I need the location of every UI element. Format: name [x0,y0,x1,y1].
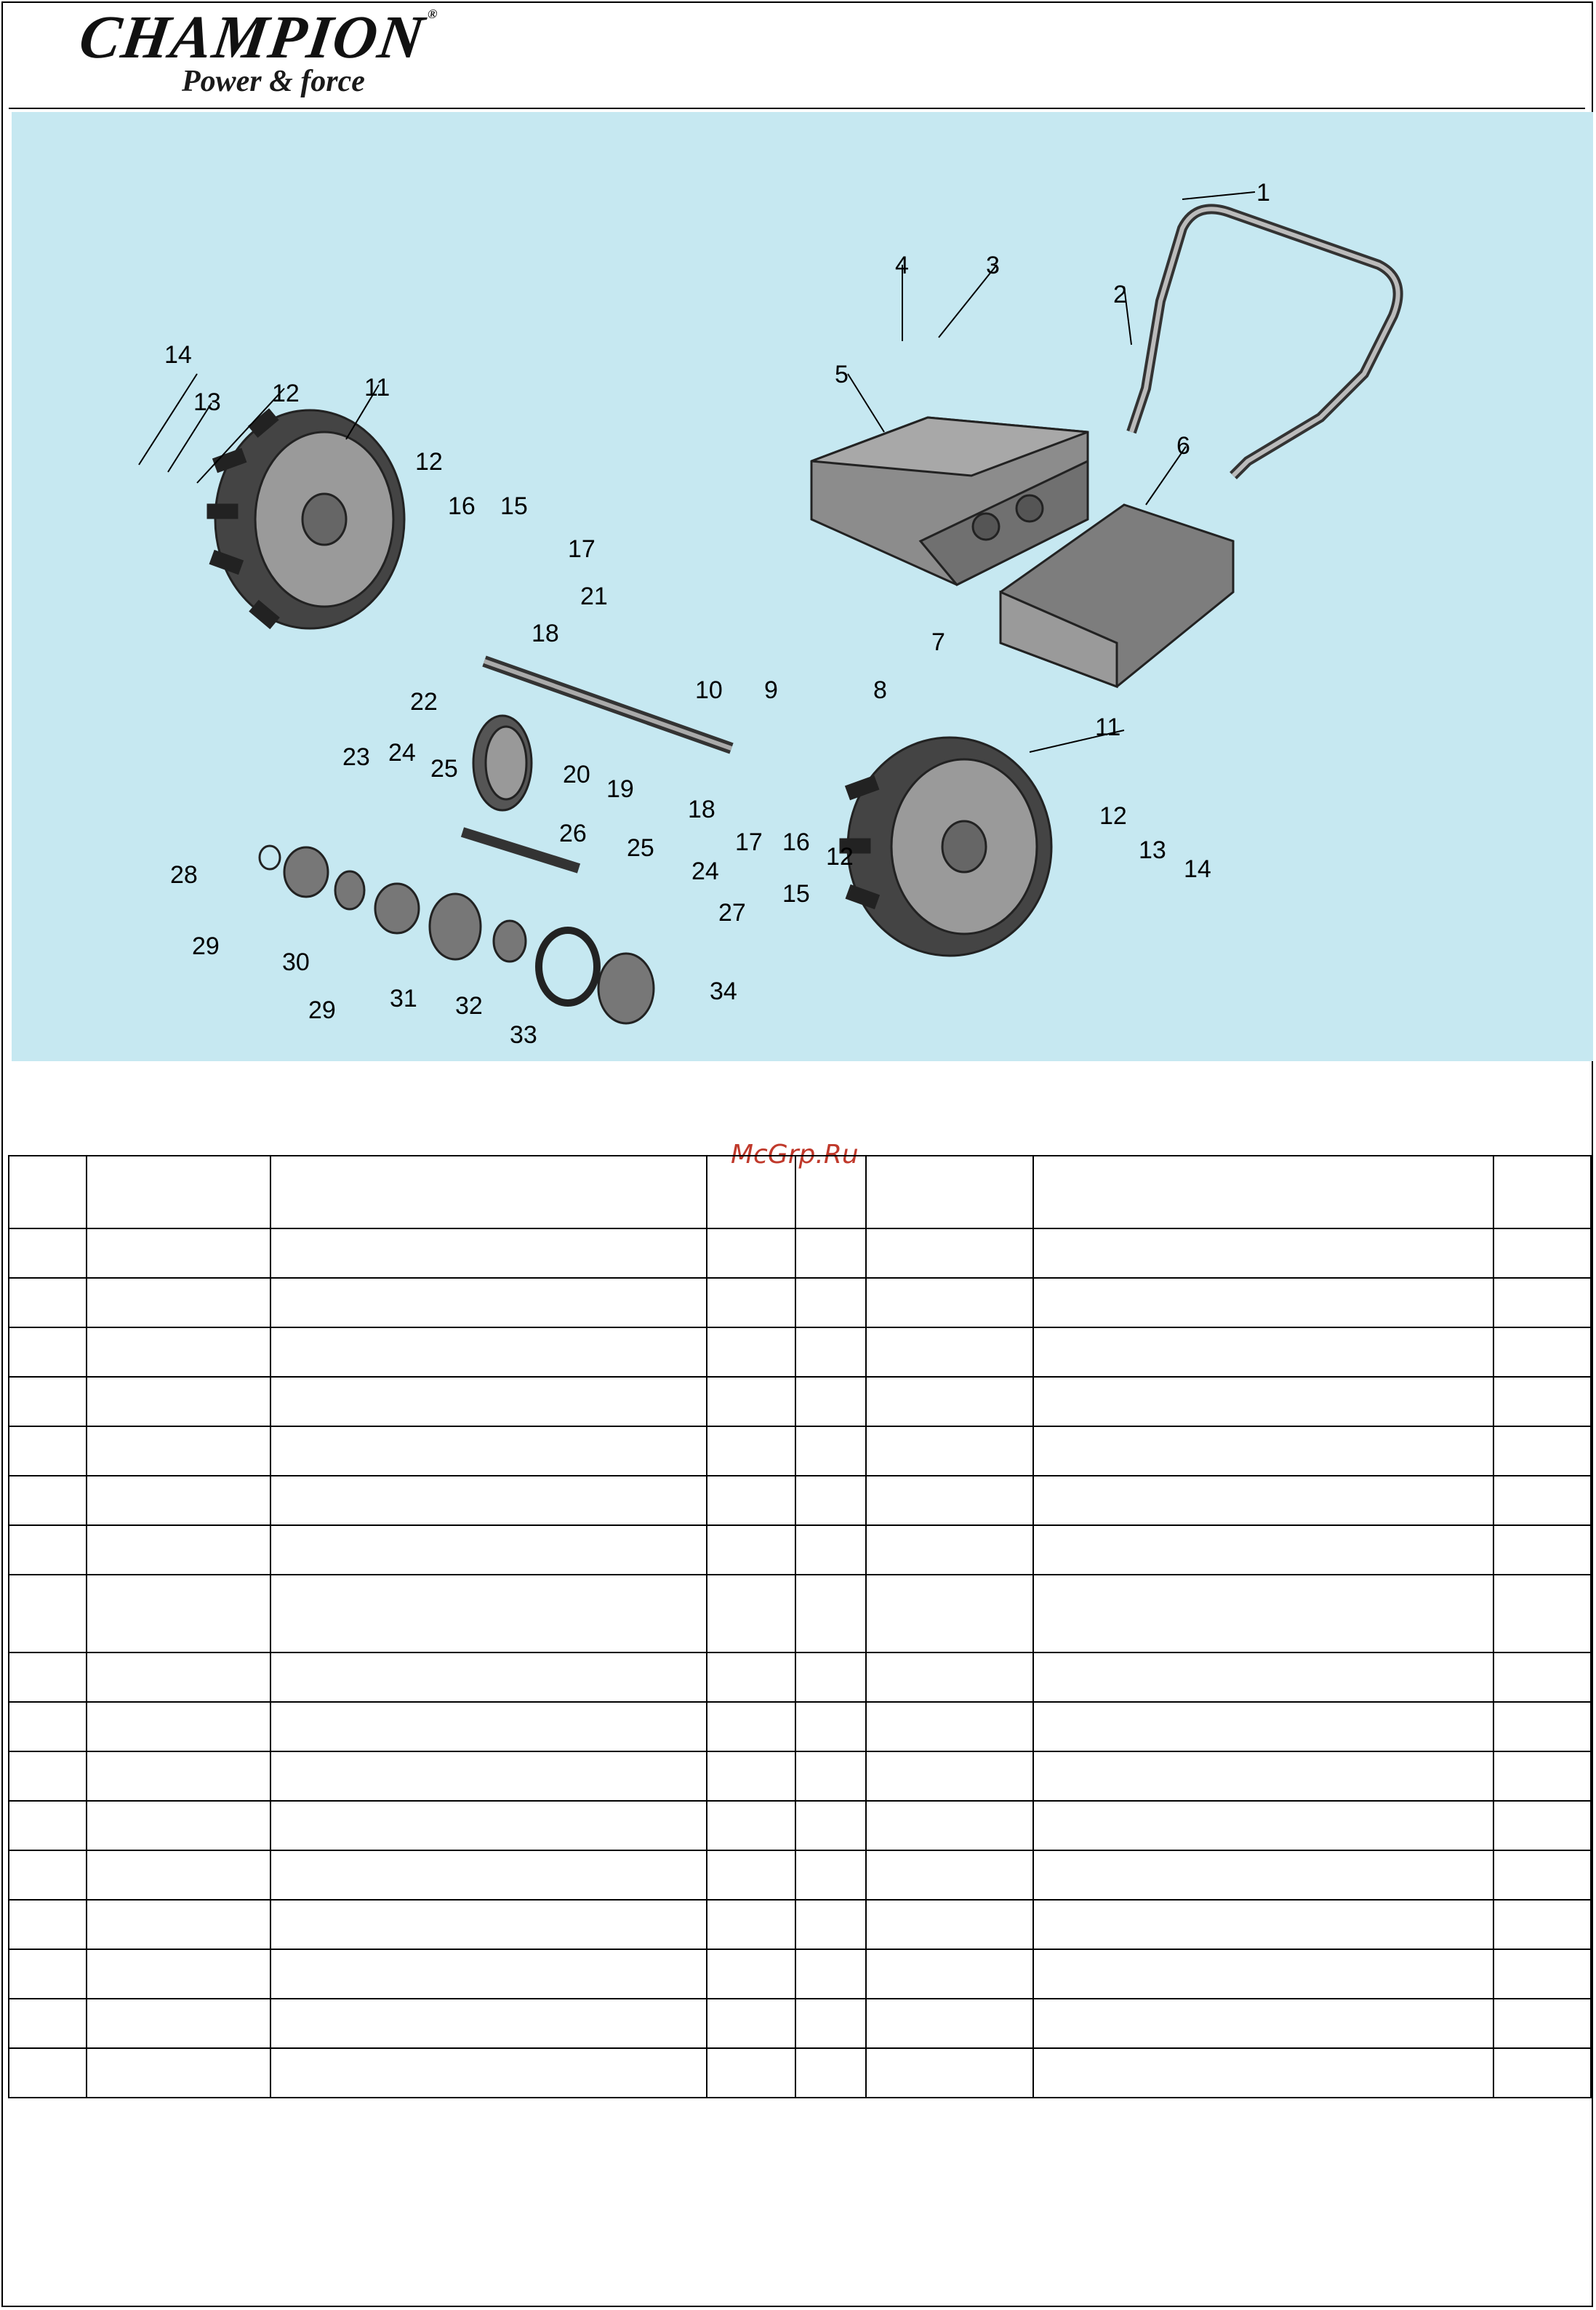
table-cell [707,1949,795,1999]
table-cell [707,1575,795,1652]
callout-label: 29 [192,932,220,960]
table-cell [87,1426,270,1476]
table-cell [866,1476,1033,1525]
header-cell [87,1156,270,1228]
header-cell [1493,1156,1591,1228]
champion-logo [75,4,440,98]
callout-label: 25 [430,755,458,783]
gear-part [473,716,532,810]
callout-label: 11 [1095,714,1121,741]
table-cell [707,1228,795,1278]
table-cell [9,1228,87,1278]
table-cell [1493,1525,1591,1575]
table-cell [1033,1426,1493,1476]
table-cell [707,1900,795,1949]
table-row [9,1228,1591,1278]
table-body [9,1228,1591,2098]
table-cell [270,1949,707,1999]
table-cell [270,1327,707,1377]
header-cell [9,1156,87,1228]
table-row [9,1476,1591,1525]
callout-label: 14 [164,341,192,369]
table-cell [1033,1278,1493,1327]
table-cell [1033,1575,1493,1652]
table-row [9,2048,1591,2098]
callout-label: 15 [500,492,528,520]
table-cell [795,1850,866,1900]
table-cell [707,1850,795,1900]
table-cell [795,1525,866,1575]
hub-part-31 [430,894,481,959]
table-cell [707,1801,795,1850]
bearing-part-30 [335,871,364,909]
callout-label: 28 [170,861,198,889]
table-cell [270,1228,707,1278]
table-cell [9,1525,87,1575]
callout-label: 12 [826,843,854,871]
table-cell [9,1801,87,1850]
callout-label: 1 [1256,179,1270,207]
parts-drawing [12,112,1593,1061]
table-cell [707,2048,795,2098]
callout-label: 33 [510,1021,537,1049]
table-cell [87,1575,270,1652]
callout-label: 5 [835,361,849,388]
table-cell [795,1900,866,1949]
table-cell [866,1228,1033,1278]
table-cell [707,1327,795,1377]
table-cell [270,1999,707,2048]
header-cell [1033,1156,1493,1228]
table-cell [866,1652,1033,1702]
table-cell [87,1228,270,1278]
cover-part-29a [284,847,328,897]
cover-part-29b [375,884,419,933]
callout-label: 30 [282,948,310,976]
table-row [9,1751,1591,1801]
table-cell [866,1327,1033,1377]
table-cell [87,1801,270,1850]
gear-part-32 [494,921,526,962]
callout-label: 16 [448,492,476,520]
table-row [9,1900,1591,1949]
table-cell [1033,1850,1493,1900]
table-cell [9,1850,87,1900]
table-cell [1033,1476,1493,1525]
table-cell [270,1751,707,1801]
table-cell [9,1949,87,1999]
table-cell [707,1476,795,1525]
callout-label: 8 [873,676,887,704]
table-cell [1493,1377,1591,1426]
table-cell [1493,1801,1591,1850]
table-cell [1033,1751,1493,1801]
table-cell [1033,1702,1493,1751]
table-cell [1033,1801,1493,1850]
table-cell [1033,1999,1493,2048]
table-cell [866,1278,1033,1327]
exploded-parts-diagram [12,112,1593,1061]
callout-label: 18 [532,620,559,647]
table-cell [795,2048,866,2098]
table-cell [795,1702,866,1751]
table-cell [87,1377,270,1426]
table-row [9,1525,1591,1575]
table-cell [9,1575,87,1652]
callout-label: 22 [410,688,438,716]
table-cell [9,1476,87,1525]
table-cell [707,1751,795,1801]
table-cell [707,1278,795,1327]
callout-label: 25 [627,834,654,862]
table-cell [9,1702,87,1751]
callout-label: 23 [342,743,370,771]
left-wheel-part [208,409,404,628]
table-cell [9,1426,87,1476]
table-row [9,1426,1591,1476]
table-row [9,1327,1591,1377]
table-cell [270,1801,707,1850]
callout-label: 19 [606,775,634,803]
table-cell [707,1652,795,1702]
table-cell [87,1999,270,2048]
table-cell [270,1426,707,1476]
table-row [9,1850,1591,1900]
table-cell [866,1900,1033,1949]
table-cell [9,1327,87,1377]
callout-label: 2 [1113,281,1127,308]
callout-label: 13 [193,388,221,416]
table-cell [9,1751,87,1801]
table-cell [795,1949,866,1999]
callout-label: 15 [782,880,810,908]
table-cell [795,1228,866,1278]
table-cell [866,1850,1033,1900]
table-row [9,1377,1591,1426]
callout-label: 27 [718,899,746,927]
table-cell [1033,1327,1493,1377]
callout-label: 16 [782,828,810,856]
table-cell [866,1575,1033,1652]
table-cell [1033,1228,1493,1278]
callout-label: 12 [1099,802,1127,830]
callout-label: 3 [986,252,1000,279]
callout-label: 20 [563,761,590,788]
flange-part-34 [598,954,654,1023]
table-cell [87,1702,270,1751]
table-cell [1493,1949,1591,1999]
table-cell [795,1999,866,2048]
callout-label: 18 [688,796,715,823]
table-cell [1493,1702,1591,1751]
callout-label: 24 [691,858,719,885]
watermark: McGrp.Ru [731,1140,859,1170]
callout-label: 9 [764,676,778,704]
table-cell [270,1702,707,1751]
header-cell [866,1156,1033,1228]
table-cell [795,1801,866,1850]
table-cell [1033,1900,1493,1949]
table-cell [1493,1327,1591,1377]
table-cell [795,1278,866,1327]
table-cell [9,2048,87,2098]
callout-label: 12 [415,448,443,476]
table-cell [1493,1751,1591,1801]
table-cell [1493,2048,1591,2098]
table-cell [866,1702,1033,1751]
callout-label: 21 [580,583,608,610]
table-cell [87,1278,270,1327]
parts-table [8,1155,1592,2098]
table-cell [795,1476,866,1525]
table-cell [795,1652,866,1702]
table-cell [87,1476,270,1525]
table-cell [707,1426,795,1476]
table-cell [87,1652,270,1702]
callout-label: 13 [1139,836,1166,864]
callout-label: 29 [308,996,336,1024]
callout-label: 32 [455,992,483,1020]
table-cell [9,1999,87,2048]
table-cell [1033,1525,1493,1575]
table-row [9,1801,1591,1850]
table-cell [270,1525,707,1575]
table-cell [9,1278,87,1327]
table-cell [707,1525,795,1575]
table-cell [87,1850,270,1900]
table-cell [9,1652,87,1702]
callout-label: 17 [735,828,763,856]
callout-label: 14 [1184,855,1211,883]
table-cell [866,1949,1033,1999]
table-cell [87,1751,270,1801]
table-cell [707,1377,795,1426]
table-cell [87,1900,270,1949]
table-cell [1493,1278,1591,1327]
table-header-row [9,1156,1591,1228]
table-cell [270,1476,707,1525]
table-cell [270,1850,707,1900]
callout-label: 12 [272,380,300,407]
table-cell [1493,1476,1591,1525]
table-row [9,1278,1591,1327]
table-cell [87,1327,270,1377]
callout-label: 26 [559,820,587,847]
callout-label: 24 [388,739,416,767]
table-cell [795,1575,866,1652]
callout-label: 6 [1176,432,1190,460]
table-cell [1033,1949,1493,1999]
table-cell [270,1278,707,1327]
table-cell [1033,2048,1493,2098]
table-cell [1493,1652,1591,1702]
table-cell [795,1327,866,1377]
table-cell [707,1702,795,1751]
table-cell [270,1652,707,1702]
table-row [9,1652,1591,1702]
table-row [9,1999,1591,2048]
callout-label: 7 [931,628,945,656]
table-cell [1493,1900,1591,1949]
table-cell [866,1751,1033,1801]
right-wheel-part [841,738,1051,956]
table-cell [270,2048,707,2098]
header-cell [795,1156,866,1228]
table-cell [795,1426,866,1476]
ring-part-28 [260,846,280,869]
callout-label: 34 [710,978,737,1005]
table-cell [1033,1652,1493,1702]
handle-part [1131,209,1398,476]
table-cell [707,1999,795,2048]
table-cell [795,1751,866,1801]
table-cell [795,1377,866,1426]
table-cell [866,1377,1033,1426]
table-cell [1493,1575,1591,1652]
table-cell [270,1377,707,1426]
table-row [9,1949,1591,1999]
table-cell [87,1525,270,1575]
table-cell [1493,1850,1591,1900]
table-cell [866,1525,1033,1575]
table-cell [270,1900,707,1949]
table-row [9,1702,1591,1751]
callout-label: 10 [695,676,723,704]
table-cell [1033,1377,1493,1426]
table-row [9,1575,1591,1652]
table-cell [1493,1999,1591,2048]
table-cell [866,2048,1033,2098]
header-cell [270,1156,707,1228]
table-cell [866,1999,1033,2048]
table-cell [866,1426,1033,1476]
table-cell [1493,1228,1591,1278]
table-cell [866,1801,1033,1850]
header-divider [9,108,1585,109]
brand-name: CHAMPION® [75,4,440,71]
callout-label: 31 [390,985,417,1012]
table-cell [270,1575,707,1652]
callout-label: 11 [364,374,390,401]
ring-part-33 [539,930,597,1003]
header-cell [707,1156,795,1228]
table-cell [1493,1426,1591,1476]
callout-label: 4 [895,252,909,279]
brand-tagline: Power & force [182,65,365,98]
callout-label: 17 [568,535,596,563]
table-cell [87,1949,270,1999]
table-cell [9,1377,87,1426]
table-cell [9,1900,87,1949]
table-cell [87,2048,270,2098]
